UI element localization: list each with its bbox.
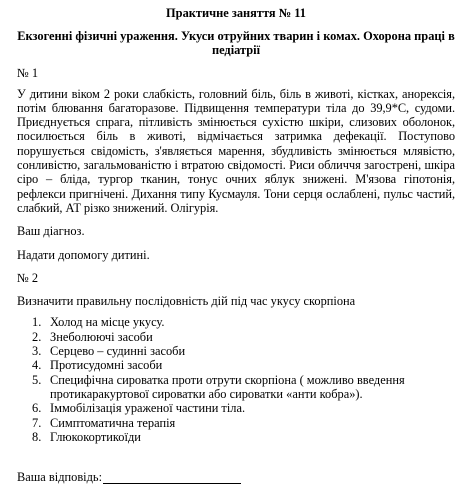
step-text: Симптоматична терапія bbox=[50, 415, 176, 430]
step-text: Специфічна сироватка проти отрути скорпіона ( можливо введення протикаракуртової сироватки або сироватки «анти кобра»). bbox=[50, 372, 405, 401]
step-text: Іммобілізація ураженої частини тіла. bbox=[50, 401, 246, 416]
list-item bbox=[17, 358, 455, 372]
page-subtitle: Екзогенні фізичні ураження. Укуси отруйних тварин і комах. Охорона праці в педіатрії bbox=[17, 29, 455, 58]
step-number: 7. bbox=[32, 415, 42, 430]
answer-row bbox=[17, 470, 455, 484]
step-text: Холод на місце укусу. bbox=[50, 315, 165, 330]
step-number: 2. bbox=[32, 329, 42, 344]
list-item bbox=[17, 430, 455, 444]
step-text: Глюкокортикоїди bbox=[50, 429, 141, 444]
task1-question-diagnosis: Ваш діагноз. bbox=[17, 224, 85, 239]
list-item bbox=[17, 401, 455, 415]
task1-question-help: Надати допомогу дитині. bbox=[17, 247, 150, 262]
task1-case-text: У дитини віком 2 роки слабкість, головний біль, біль в животі, кістках, анорексія, потім блювання багаторазове. Підвищення температури тіла до 39,9*С, судоми. Приєднується спрага, пітливість змінюється сухістю шкіри, слизових оболонок, посилюється біль в животі, відмічається затримка дефекації. Поступово порушується свідомість, з'являється марення, збудливість змінюється млявістю, сонливістю, загальмованістю і втратою свідомості. Риси обличчя загострені, шкіра сіро – бліда, тургор тканин, тонус очних яблук знижені. М'язова гіпотонія, рефлекси пригнічені. Дихання типу Кусмауля. Тони серця ослаблені, пульс частий, слабкий, АТ різко знижений. Олігурія. bbox=[17, 86, 455, 215]
answer-label: Ваша відповідь: bbox=[17, 470, 103, 484]
step-number: 6. bbox=[32, 401, 42, 416]
page-title: Практичне заняття № 11 bbox=[166, 6, 306, 20]
step-number: 5. bbox=[32, 372, 42, 387]
list-item bbox=[17, 330, 455, 344]
list-item bbox=[17, 373, 455, 402]
list-item bbox=[17, 416, 455, 430]
step-number: 4. bbox=[32, 358, 42, 373]
step-number: 3. bbox=[32, 344, 42, 359]
step-text: Серцево – судинні засоби bbox=[50, 344, 186, 359]
list-item bbox=[17, 315, 455, 329]
step-number: 8. bbox=[32, 429, 42, 444]
step-text: Протисудомні засоби bbox=[50, 358, 163, 373]
list-item bbox=[17, 344, 455, 358]
step-number: 1. bbox=[32, 315, 42, 330]
step-text: Знеболюючі засоби bbox=[50, 329, 153, 344]
task2-label: № 2 bbox=[17, 270, 39, 285]
task1-label: № 1 bbox=[17, 66, 39, 81]
steps-list bbox=[17, 315, 455, 444]
task2-instruction: Визначити правильну послідовність дій під час укусу скорпіона bbox=[17, 294, 356, 309]
answer-blank-line[interactable] bbox=[103, 472, 241, 484]
